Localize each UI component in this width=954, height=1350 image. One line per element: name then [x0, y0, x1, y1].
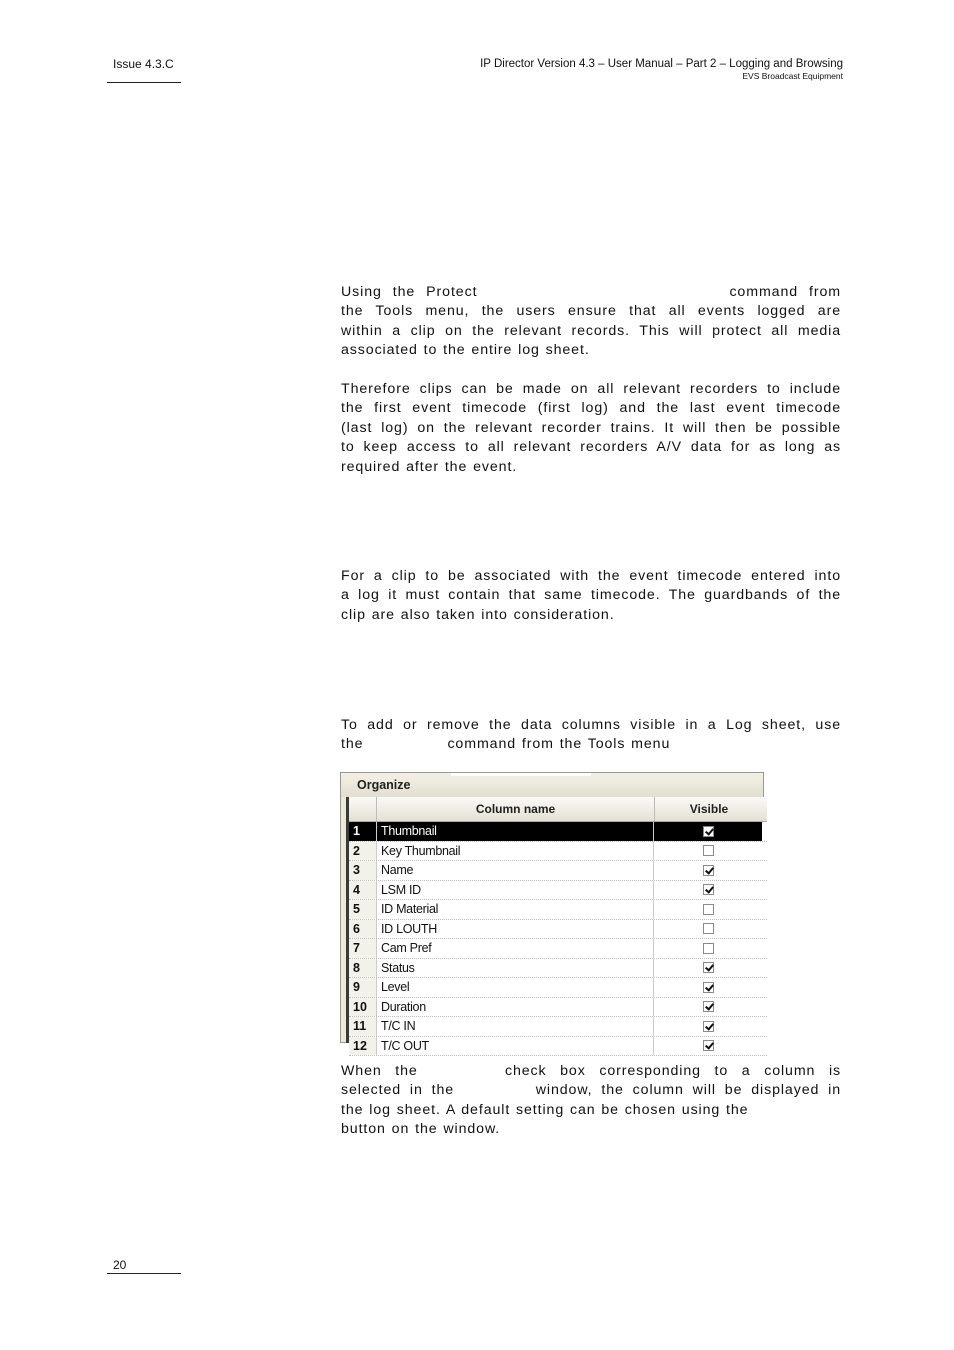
text-line: clip are also taken into consideration.: [341, 606, 615, 623]
columns-grid: [346, 797, 767, 1053]
column-name-cell[interactable]: T/C IN: [376, 1017, 653, 1036]
paragraph-visible: [341, 1062, 841, 1140]
column-name-cell[interactable]: T/C OUT: [376, 1037, 653, 1056]
text-line: associated to the entire log sheet.: [341, 342, 590, 359]
text-line: [341, 1062, 841, 1081]
column-name-cell[interactable]: ID Material: [376, 900, 653, 919]
table-row[interactable]: [349, 861, 767, 881]
text-segment: the: [341, 736, 364, 753]
table-row[interactable]: [349, 939, 767, 959]
issue-label: Issue 4.3.C: [113, 57, 174, 71]
company-name: EVS Broadcast Equipment: [742, 71, 843, 81]
row-number: 5: [349, 900, 376, 919]
table-row[interactable]: [349, 842, 767, 862]
table-row[interactable]: [349, 900, 767, 920]
visible-checkbox[interactable]: [703, 982, 714, 993]
visible-checkbox[interactable]: [703, 1021, 714, 1032]
visible-cell: [653, 978, 762, 997]
text-segment: Using the Protect: [341, 284, 478, 300]
row-number: 10: [349, 998, 376, 1017]
column-name-cell[interactable]: Level: [376, 978, 653, 997]
text-line: button on the window.: [341, 1121, 501, 1138]
paragraph-clips: [341, 380, 841, 477]
table-row[interactable]: [349, 1037, 767, 1057]
row-number: 8: [349, 959, 376, 978]
row-number: 7: [349, 939, 376, 958]
window-title: [341, 773, 763, 797]
visible-checkbox[interactable]: [703, 865, 714, 876]
text-segment: command from: [729, 284, 841, 300]
row-number: 9: [349, 978, 376, 997]
row-number: 2: [349, 842, 376, 861]
footer-rule: [107, 1273, 181, 1274]
text-line: To add or remove the data columns visible in a Log sheet, use: [341, 717, 841, 733]
table-row[interactable]: [349, 1017, 767, 1037]
visible-cell: [653, 939, 762, 958]
page-number: 20: [113, 1258, 127, 1272]
text-segment: window, the column will be displayed in: [535, 1082, 841, 1099]
visible-checkbox[interactable]: [703, 845, 714, 856]
visible-cell: [653, 822, 762, 841]
column-name-cell[interactable]: Cam Pref: [376, 939, 653, 958]
row-number: 4: [349, 881, 376, 900]
text-line: required after the event.: [341, 458, 518, 475]
paragraph-association: [341, 567, 841, 625]
text-line: the Tools menu, the users ensure that all events logged are: [341, 303, 841, 320]
table-row[interactable]: [349, 978, 767, 998]
window-title-text: Organize: [357, 778, 411, 792]
visible-checkbox[interactable]: [703, 1001, 714, 1012]
visible-checkbox[interactable]: [703, 923, 714, 934]
visible-cell: [653, 920, 762, 939]
text-segment: command from the Tools menu: [447, 736, 671, 753]
visible-checkbox[interactable]: [703, 962, 714, 973]
text-line: [341, 1081, 841, 1100]
column-name-header[interactable]: Column name: [376, 797, 654, 821]
visible-cell: [653, 900, 762, 919]
column-name-cell[interactable]: Status: [376, 959, 653, 978]
row-number: 6: [349, 920, 376, 939]
text-line: (last log) on the relevant recorder trains. It will then be possible: [341, 419, 841, 436]
visible-header[interactable]: Visible: [654, 797, 763, 821]
visible-cell: [653, 881, 762, 900]
column-name-cell[interactable]: LSM ID: [376, 881, 653, 900]
text-line: [341, 283, 841, 302]
column-name-cell[interactable]: Duration: [376, 998, 653, 1017]
visible-cell: [653, 1017, 762, 1036]
text-line: Therefore clips can be made on all relevant recorders to include: [341, 381, 841, 397]
manual-title: IP Director Version 4.3 – User Manual – Part 2 – Logging and Browsing: [480, 58, 843, 70]
table-row[interactable]: [349, 881, 767, 901]
text-segment: When the: [341, 1063, 418, 1079]
visible-checkbox[interactable]: [703, 826, 714, 837]
text-line: within a clip on the relevant records. This will protect all media: [341, 322, 841, 339]
table-row[interactable]: [349, 959, 767, 979]
text-line: a log it must contain that same timecode. The guardbands of the: [341, 587, 841, 604]
table-row[interactable]: [349, 822, 767, 842]
header-rule: [107, 82, 181, 83]
visible-cell: [653, 861, 762, 880]
text-line: the first event timecode (first log) and the last event timecode: [341, 400, 841, 417]
column-name-cell[interactable]: Thumbnail: [376, 822, 653, 841]
visible-checkbox[interactable]: [703, 884, 714, 895]
visible-cell: [653, 842, 762, 861]
table-row[interactable]: [349, 998, 767, 1018]
column-name-cell[interactable]: ID LOUTH: [376, 920, 653, 939]
paragraph-protect: [341, 283, 841, 361]
visible-checkbox[interactable]: [703, 1040, 714, 1051]
text-line: to keep access to all relevant recorders A/V data for as long as: [341, 439, 841, 456]
text-line: For a clip to be associated with the event timecode entered into: [341, 568, 841, 584]
visible-cell: [653, 998, 762, 1017]
visible-checkbox[interactable]: [703, 943, 714, 954]
grid-header: [349, 797, 767, 822]
text-segment: selected in the: [341, 1082, 455, 1099]
text-line: [341, 735, 841, 754]
organize-window: [340, 772, 764, 1053]
visible-cell: [653, 959, 762, 978]
column-name-cell[interactable]: Name: [376, 861, 653, 880]
table-row[interactable]: [349, 920, 767, 940]
page-header: [480, 57, 843, 81]
column-name-cell[interactable]: Key Thumbnail: [376, 842, 653, 861]
text-line: the log sheet. A default setting can be chosen using the: [341, 1101, 749, 1118]
row-number: 12: [349, 1037, 376, 1056]
row-number: 3: [349, 861, 376, 880]
row-number-header: [349, 797, 376, 821]
row-number: 11: [349, 1017, 376, 1036]
grid-body: [349, 822, 767, 1056]
visible-checkbox[interactable]: [703, 904, 714, 915]
paragraph-columns: [341, 716, 841, 755]
text-segment: check box corresponding to a column is: [504, 1063, 842, 1079]
visible-cell: [653, 1037, 762, 1056]
row-number: 1: [349, 822, 376, 841]
